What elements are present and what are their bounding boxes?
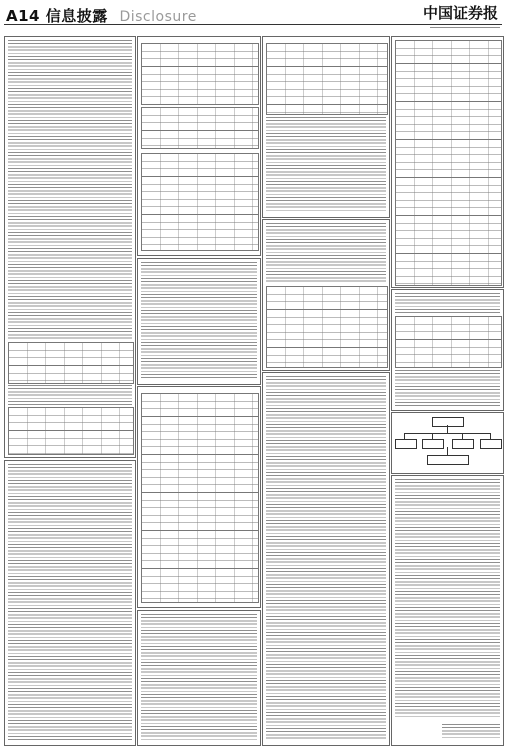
org-node-b	[422, 439, 444, 449]
page-code: A14	[6, 7, 40, 25]
data-table-5	[141, 393, 259, 603]
notice-box-9	[262, 372, 390, 746]
org-node-top	[432, 417, 464, 427]
notice-box-7	[262, 36, 390, 218]
data-table-11	[395, 316, 502, 368]
signature-block	[442, 724, 500, 740]
notice-body-1	[8, 40, 132, 340]
notice-body-6	[141, 614, 257, 742]
notice-box-4	[137, 258, 261, 385]
org-node-bottom	[427, 455, 469, 465]
data-table-8	[266, 286, 388, 368]
notice-box-6	[137, 610, 261, 746]
section-title-en: Disclosure	[119, 9, 197, 25]
newspaper-logo: 中国证券报	[422, 4, 498, 22]
notice-body-4	[141, 262, 257, 380]
notice-table-2	[8, 407, 134, 455]
org-link-1	[447, 425, 448, 433]
masthead-rule	[4, 24, 502, 25]
org-node-d	[480, 439, 502, 449]
org-node-a	[395, 439, 417, 449]
org-link-h	[404, 433, 490, 434]
data-table-10	[395, 40, 502, 286]
org-link-6	[447, 447, 448, 455]
info-table-7	[266, 43, 388, 115]
data-table-3a	[141, 43, 259, 105]
notice-body-12	[395, 479, 500, 719]
notice-body-8	[266, 223, 386, 283]
notice-body-1b	[8, 385, 132, 405]
notice-box-11	[391, 289, 504, 411]
notice-body-9	[266, 376, 386, 741]
org-node-c	[452, 439, 474, 449]
notice-body-2	[8, 464, 132, 740]
notice-box-12	[391, 475, 504, 746]
issue-date-line	[430, 27, 500, 30]
notice-box-3	[137, 36, 261, 256]
page-label	[6, 5, 197, 26]
masthead	[4, 2, 502, 24]
data-table-3b	[141, 107, 259, 149]
notice-body-11b	[395, 370, 500, 406]
notice-box-5	[137, 386, 261, 608]
notice-body-7	[266, 117, 386, 213]
org-chart	[391, 412, 504, 474]
notice-table-1	[8, 342, 134, 384]
notice-box-8	[262, 219, 390, 371]
notice-box-2	[4, 460, 136, 746]
data-table-3c	[141, 153, 259, 251]
notice-body-11	[395, 293, 500, 313]
notice-box-10	[391, 36, 504, 288]
notice-box-1	[4, 36, 136, 458]
section-title-cn: 信息披露	[45, 7, 108, 25]
